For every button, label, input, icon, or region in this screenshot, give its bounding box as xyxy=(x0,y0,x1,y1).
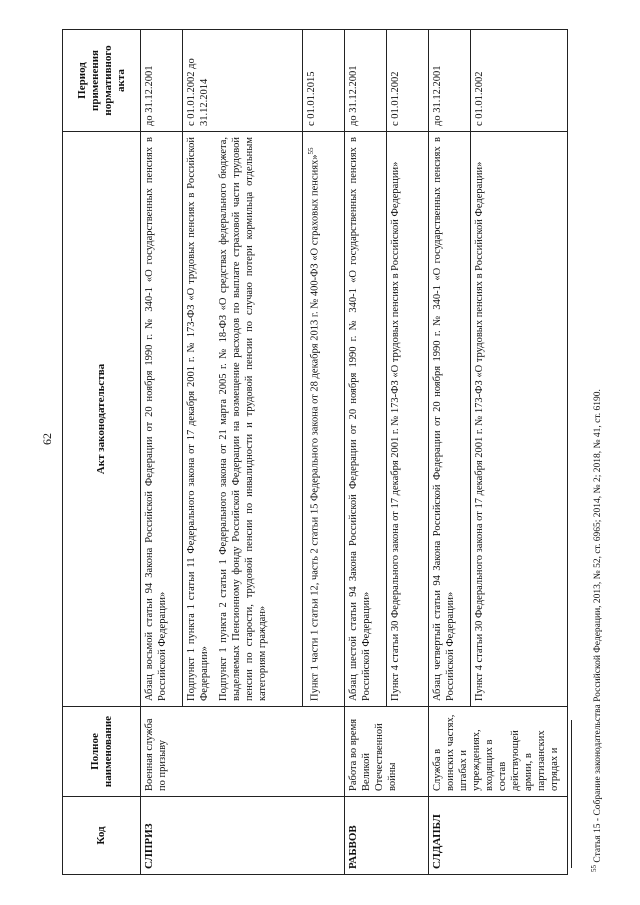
row-act: Абзац четвертый статьи 94 Закона Российской Федерации от 20 ноября 1990 г. № 340-1 «О государственных пенсиях в Российской Федерации» xyxy=(429,132,471,707)
row-period: до 31.12.2001 xyxy=(345,30,387,132)
row-act: Пункт 4 статьи 30 Федерального закона от 17 декабря 2001 г. № 173-ФЗ «О трудовых пенсиях в Российской Федерации» xyxy=(387,132,429,707)
row-act: Пункт 4 статьи 30 Федерального закона от 17 декабря 2001 г. № 173-ФЗ «О трудовых пенсиях в Российской Федерации» xyxy=(471,132,568,707)
act-text: Пункт 1 части 1 статьи 12, часть 2 статьи 15 Федерального закона от 28 декабря 2013 г. № 400-ФЗ «О страховых пенсиях» xyxy=(309,154,321,701)
row-name: Работа во время Великой Отечественной войны xyxy=(345,707,429,797)
row-code: СЛПРИЗ xyxy=(141,797,345,875)
row-name: Военная служба по призыву xyxy=(141,707,345,797)
header-act: Акт законодательства xyxy=(63,132,141,707)
header-period: Период применения нормативного акта xyxy=(63,30,141,132)
header-code: Код xyxy=(63,797,141,875)
footnote-divider xyxy=(571,720,572,868)
row-act: Абзац восьмой статьи 94 Закона Российской Федерации от 20 ноября 1990 г. № 340-1 «О государственных пенсиях в Российской Федерации» xyxy=(141,132,183,707)
row-act: Абзац шестой статьи 94 Закона Российской Федерации от 20 ноября 1990 г. № 340-1 «О государственных пенсиях в Российской Федерации» xyxy=(345,132,387,707)
table-row xyxy=(345,30,387,875)
footnote xyxy=(590,389,604,872)
row-act xyxy=(303,132,345,707)
row-code: РАБВОВ xyxy=(345,797,429,875)
footnote-ref: 55 xyxy=(307,147,315,155)
table-row xyxy=(141,30,183,875)
header-name: Полное наименование xyxy=(63,707,141,797)
row-act xyxy=(183,132,303,707)
legislation-table xyxy=(62,29,568,875)
act-paragraph: Подпункт 1 пункта 1 статьи 11 Федерального закона от 17 декабря 2001 г. № 173-ФЗ «О трудовых пенсиях в Российской Федерации» xyxy=(186,137,210,701)
row-code: СЛДАПБЛ xyxy=(429,797,568,875)
table-row xyxy=(429,30,471,875)
footnote-mark: 55 xyxy=(590,865,598,872)
footnote-text: Статья 15 - Собрание законодательства Российской Федерации, 2013, № 52, ст. 6965; 2014, № 2; 2018, № 41, ст. 6190. xyxy=(593,389,604,863)
page-number: 62 xyxy=(40,433,54,445)
row-name: Служба в воинских частях, штабах и учреждениях, входящих в состав действующей армии, в партизанских отрядах и xyxy=(429,707,568,797)
rotated-table-container xyxy=(62,30,568,875)
row-period: с 01.01.2002 до 31.12.2014 xyxy=(183,30,303,132)
row-period: до 31.12.2001 xyxy=(429,30,471,132)
table-header-row xyxy=(63,30,141,875)
act-paragraph: Подпункт 1 пункта 2 статьи 1 Федерального закона от 21 марта 2005 г. № 18-ФЗ «О средствах федерального бюджета, выделяемых Пенсионному фонду Российской Федерации на возмещение расходов по выплате страховой части трудовой пенсии по старости, трудовой пенсии по инвалидности и трудовой пенсии по случаю потери кормильца отдельным категориям граждан» xyxy=(218,137,268,701)
row-period: до 31.12.2001 xyxy=(141,30,183,132)
row-period: с 01.01.2015 xyxy=(303,30,345,132)
row-period: с 01.01.2002 xyxy=(471,30,568,132)
row-period: с 01.01.2002 xyxy=(387,30,429,132)
